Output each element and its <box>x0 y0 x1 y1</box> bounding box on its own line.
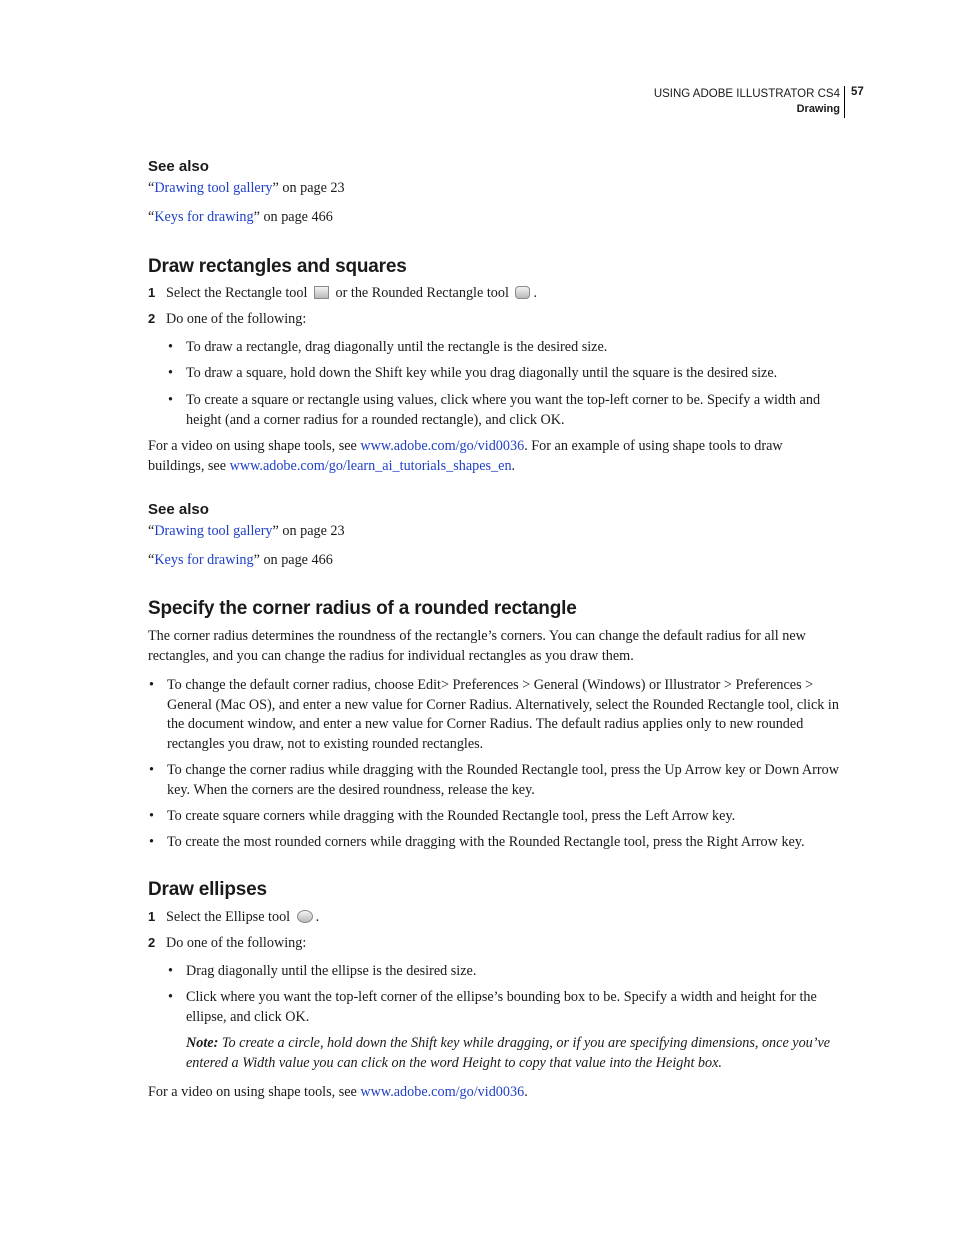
see-also-heading: See also <box>148 501 209 518</box>
step-2 <box>148 311 306 328</box>
list-item-text: To change the corner radius while dragging with the Rounded Rectangle tool, press the Up Arrow key or Down Arrow key. When the corners are the desired roundness, release the key. <box>167 762 839 798</box>
see-also-ref <box>148 180 345 197</box>
para-text: . <box>511 457 516 474</box>
rounded-rectangle-tool-icon <box>515 286 530 299</box>
list-item <box>168 962 842 982</box>
heading-draw-rectangles: Draw rectangles and squares <box>148 256 407 277</box>
bullet: • <box>149 762 154 778</box>
video-link[interactable]: www.adobe.com/go/vid0036 <box>360 1084 525 1100</box>
para-text: . For an example of using shape tools to draw buildings, see <box>148 438 783 474</box>
step-text: Do one of the following: <box>166 935 307 951</box>
tutorial-link[interactable]: www.adobe.com/go/learn_ai_tutorials_shapes_en <box>229 457 512 474</box>
step-text: or the Rounded Rectangle tool <box>335 285 509 301</box>
step-text: Do one of the following: <box>166 311 307 327</box>
heading-draw-ellipses: Draw ellipses <box>148 879 267 900</box>
step-2 <box>148 935 306 952</box>
ref-link-drawing-tool-gallery[interactable]: Drawing tool gallery <box>154 180 273 196</box>
list-item <box>149 807 842 827</box>
list-item-text: To create a square or rectangle using values, click where you want the top-left corner to be. Specify a width and height (and a corner radius for a rounded rectangle), and click OK. <box>186 392 821 428</box>
see-also-ref <box>148 552 333 569</box>
bullet: • <box>149 677 154 693</box>
ref-page: ” on page 23 <box>272 523 345 539</box>
step-1 <box>148 285 537 302</box>
note <box>186 1034 842 1073</box>
step-1 <box>148 909 319 926</box>
video-link[interactable]: www.adobe.com/go/vid0036 <box>360 438 525 454</box>
list-item <box>149 761 842 800</box>
ref-page: ” on page 466 <box>253 209 333 225</box>
para-text: . <box>524 1084 528 1100</box>
ref-link-keys-for-drawing[interactable]: Keys for drawing <box>154 552 254 568</box>
list-item-text: Drag diagonally until the ellipse is the desired size. <box>186 963 477 979</box>
see-also-ref <box>148 523 345 540</box>
ref-link-keys-for-drawing[interactable]: Keys for drawing <box>154 209 254 225</box>
step-number: 1 <box>148 285 156 300</box>
quote-open: “ <box>148 552 155 568</box>
bullet: • <box>168 339 173 355</box>
list-item-text: Click where you want the top-left corner of the ellipse’s bounding box to be. Specify a width and height for the ellipse, and click OK. <box>186 989 817 1025</box>
list-item-text: To change the default corner radius, choose Edit> Preferences > General (Windows) or Illustrator > Preferences > General (Mac OS), and enter a new value for Corner Radius. Alternatively, select the Rounded Rectangle tool, click in the document window, and enter a new value for Corner Radius. The default radius applies only to new rounded rectangles you draw, not to existing rounded rectangles. <box>167 677 839 752</box>
list-item <box>168 338 842 358</box>
video-paragraph <box>148 437 840 476</box>
video-paragraph <box>148 1083 840 1103</box>
bullet: • <box>149 808 154 824</box>
list-item <box>168 364 842 384</box>
see-also-heading: See also <box>148 158 209 175</box>
step-text: Select the Rectangle tool <box>166 285 308 301</box>
header-divider <box>844 86 845 118</box>
list-item <box>168 391 842 430</box>
note-text: To create a circle, hold down the Shift key while dragging, or if you are specifying dimensions, once you’ve entered a Width value you can click on the word Height to copy that value into the Height box. <box>186 1035 831 1071</box>
bullet: • <box>168 963 173 979</box>
rectangle-tool-icon <box>314 286 329 299</box>
bullet: • <box>168 365 173 381</box>
section-name: Drawing <box>796 103 840 115</box>
ref-link-drawing-tool-gallery[interactable]: Drawing tool gallery <box>154 523 273 539</box>
list-item <box>168 988 842 1027</box>
running-header <box>654 87 840 117</box>
step-text: Select the Ellipse tool <box>166 909 291 925</box>
ref-page: ” on page 23 <box>272 180 345 196</box>
ref-page: ” on page 466 <box>253 552 333 568</box>
para-text: For a video on using shape tools, see <box>148 438 361 454</box>
book-title: USING ADOBE ILLUSTRATOR CS4 <box>653 88 840 100</box>
step-number: 1 <box>148 909 156 924</box>
page-number: 57 <box>851 86 864 98</box>
para-text: For a video on using shape tools, see <box>148 1084 361 1100</box>
bullet: • <box>149 834 154 850</box>
intro-paragraph: The corner radius determines the roundness of the rectangle’s corners. You can change the default radius for all new rectangles, and you can change the radius for individual rectangles as you draw them. <box>148 628 806 664</box>
note-label: Note: <box>186 1035 219 1051</box>
list-item-text: To create the most rounded corners while dragging with the Rounded Rectangle tool, press the Right Arrow key. <box>167 834 805 850</box>
list-item <box>149 833 842 853</box>
step-number: 2 <box>148 311 156 326</box>
list-item-text: To draw a rectangle, drag diagonally until the rectangle is the desired size. <box>186 339 608 355</box>
step-text: . <box>533 285 537 301</box>
quote-open: “ <box>148 180 155 196</box>
bullet: • <box>168 989 173 1005</box>
quote-open: “ <box>148 523 155 539</box>
list-item <box>149 676 842 754</box>
list-item-text: To create square corners while dragging with the Rounded Rectangle tool, press the Left Arrow key. <box>167 808 736 824</box>
see-also-ref <box>148 209 333 226</box>
heading-corner-radius: Specify the corner radius of a rounded rectangle <box>148 598 577 619</box>
ellipse-tool-icon <box>297 910 313 923</box>
step-text: . <box>315 909 320 925</box>
quote-open: “ <box>148 209 155 225</box>
list-item-text: To draw a square, hold down the Shift key while you drag diagonally until the square is the desired size. <box>186 365 778 381</box>
bullet: • <box>168 392 173 408</box>
step-number: 2 <box>148 935 156 950</box>
